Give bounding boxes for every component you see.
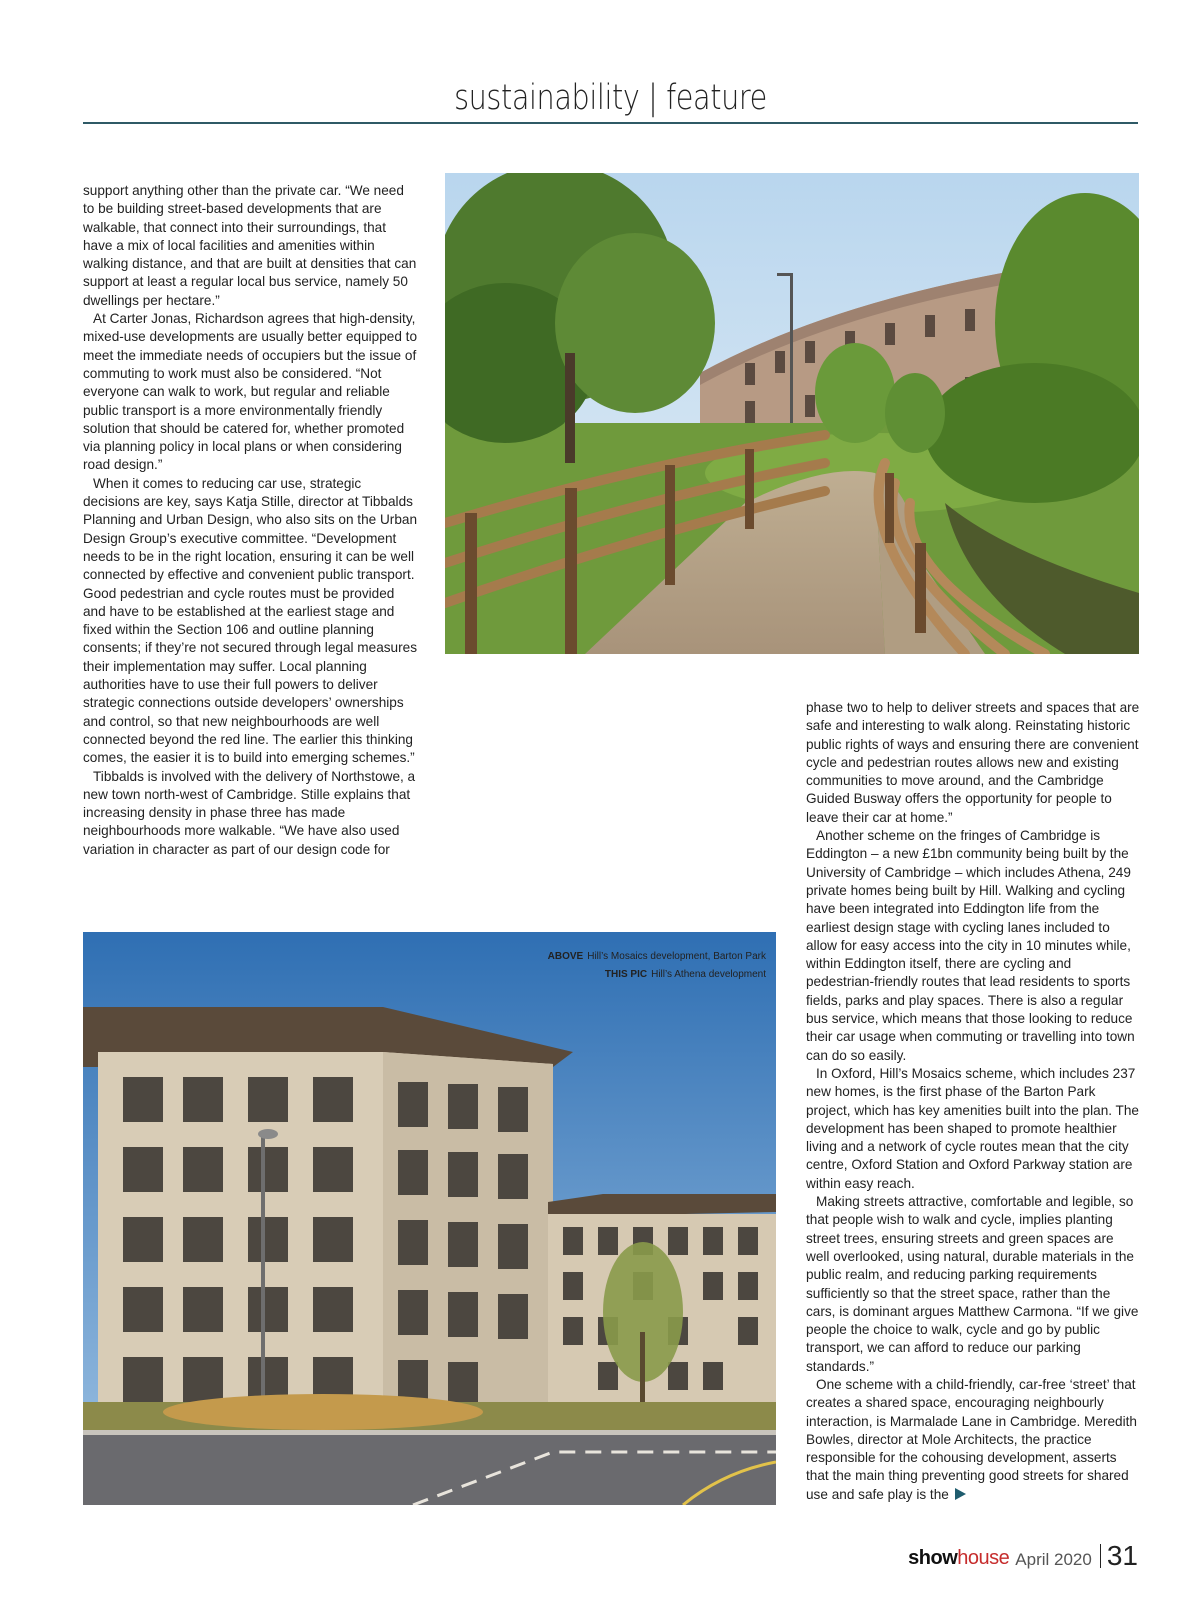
caption-text: Hill’s Athena development	[651, 969, 766, 980]
left-column	[83, 182, 418, 859]
paragraph: Making streets attractive, comfortable and legible, so that people wish to walk and cycle, implies planting street trees, ensuring streets and green spaces are well overlooked, using natural, durable materials in the public realm, and reducing parking requirements sufficiently so that the street space, rather than the cars, is dominant argues Matthew Carmona. “If we give people the choice to walk, cycle and go by public transport, we can afford to reduce our parking standards.”	[806, 1194, 1139, 1374]
caption-above	[548, 948, 766, 966]
caption-tag: ABOVE	[547, 951, 584, 962]
paragraph: When it comes to reducing car use, strategic decisions are key, says Katja Stille, director at Tibbalds Planning and Urban Design, who also sits on the Urban Design Group’s executive committee. “Development needs to be in the right location, ensuring it can be well connected by effective and convenient public transport. Good pedestrian and cycle routes must be provided and have to be established at the earliest stage and fixed within the Section 106 and outline planning consents; if they’re not secured through legal measures their implementation may suffer. Local planning authorities have to use their full powers to deliver strategic connections outside developers’ ownerships and control, so that new neighbourhoods are well connected beyond the red line. The earlier this thinking comes, the easier it is to build into emerging schemes.”	[83, 475, 418, 766]
photo-athena-development	[83, 932, 776, 1505]
brand-logo-house: house	[957, 1547, 1010, 1569]
paragraph: At Carter Jonas, Richardson agrees that high-density, mixed-use developments are usually better equipped to meet the immediate needs of occupiers but the issue of commuting to work must also be considered. “Not everyone can walk to work, but regular and reliable public transport is a more environmentally friendly solution that should be catered for, whether promoted via planning policy in local plans or when considering road design.”	[83, 311, 418, 473]
right-column	[806, 699, 1140, 1504]
section-title: sustainability | feature	[454, 78, 767, 118]
photo-captions	[548, 948, 766, 984]
running-header	[83, 78, 1138, 124]
page-footer	[908, 1538, 1138, 1570]
boardwalk-illustration	[445, 173, 1139, 654]
paragraph	[806, 1376, 1140, 1504]
caption-tag: THIS PIC	[604, 969, 648, 980]
caption-this-pic	[548, 966, 766, 984]
paragraph: phase two to help to deliver streets and spaces that are safe and interesting to walk along. Reinstating historic public rights of ways and ensuring there are convenient cycle and pedestrian routes allows new and existing communities to move around, and the Cambridge Guided Busway offers the opportunity for people to leave their car at home.”	[806, 700, 1140, 825]
paragraph: support anything other than the private car. “We need to be building street-based developments that are walkable, that connect into their surroundings, that have a mix of local facilities and amenities within walking distance, and that are built at densities that can support at least a regular local bus service, namely 50 dwellings per hectare.”	[83, 183, 417, 308]
footer-divider	[1100, 1544, 1101, 1568]
paragraph: Tibbalds is involved with the delivery of Northstowe, a new town north-west of Cambridge. Stille explains that increasing density in phase three has made neighbourhoods more walkable. “We have also used variation in character as part of our design code for	[83, 768, 416, 857]
page-number: 31	[1106, 1540, 1138, 1571]
continue-arrow-icon	[955, 1488, 966, 1500]
photo-barton-park-boardwalk	[445, 173, 1139, 654]
paragraph: Another scheme on the fringes of Cambridge is Eddington – a new £1bn community being built by the University of Cambridge – which includes Athena, 249 private homes being built by Hill. Walking and cycling have been integrated into Eddington life from the earliest design stage with cycling lanes included to allow for easy access into the city in 10 minutes while, within Eddington itself, there are cycling and pedestrian-friendly routes that lead residents to sports fields, parks and play spaces. There is also a regular bus service, which means that those looking to reduce their car usage when commuting or travelling into town can do so easily.	[806, 828, 1135, 1063]
athena-building-illustration	[83, 932, 776, 1505]
brand-logo-show: show	[908, 1547, 958, 1569]
paragraph-text: One scheme with a child-friendly, car-free ‘street’ that creates a shared space, encouraging neighbourly interaction, is Marmalade Lane in Cambridge. Meredith Bowles, director at Mole Architects, the practice responsible for the cohousing development, asserts that the main thing preventing good streets for shared use and safe play is the	[806, 1376, 1137, 1502]
paragraph: In Oxford, Hill’s Mosaics scheme, which includes 237 new homes, is the first phase of the Barton Park project, which has key amenities built into the plan. The development has been shaped to promote healthier living and a network of cycle routes mean that the city centre, Oxford Station and Oxford Parkway station are within easy reach.	[806, 1065, 1139, 1191]
issue-date: April 2020	[1015, 1550, 1092, 1569]
caption-text: Hill’s Mosaics development, Barton Park	[587, 951, 766, 962]
